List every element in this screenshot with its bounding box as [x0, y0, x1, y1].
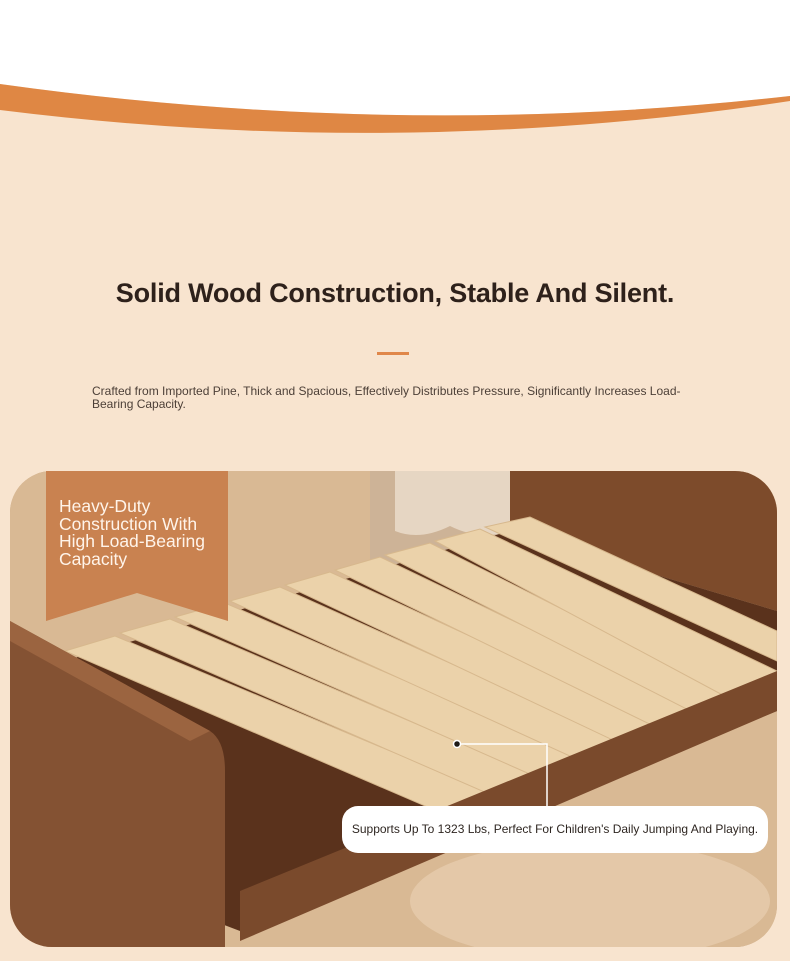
- title-divider: [377, 352, 409, 355]
- badge-text: Heavy-Duty Construction With High Load-Bearing Capacity: [59, 496, 205, 569]
- load-capacity-callout: [342, 806, 768, 853]
- section-title: Solid Wood Construction, Stable And Silent.: [115, 278, 675, 308]
- callout-text: Supports Up To 1323 Lbs, Perfect For Children's Daily Jumping And Playing.: [351, 822, 759, 836]
- decorative-swoosh: [0, 0, 790, 150]
- callout-leader-line: [450, 738, 560, 808]
- section-description: Crafted from Imported Pine, Thick and Spacious, Effectively Distributes Pressure, Significantly Increases Load-Bearing Capacity.: [92, 384, 681, 411]
